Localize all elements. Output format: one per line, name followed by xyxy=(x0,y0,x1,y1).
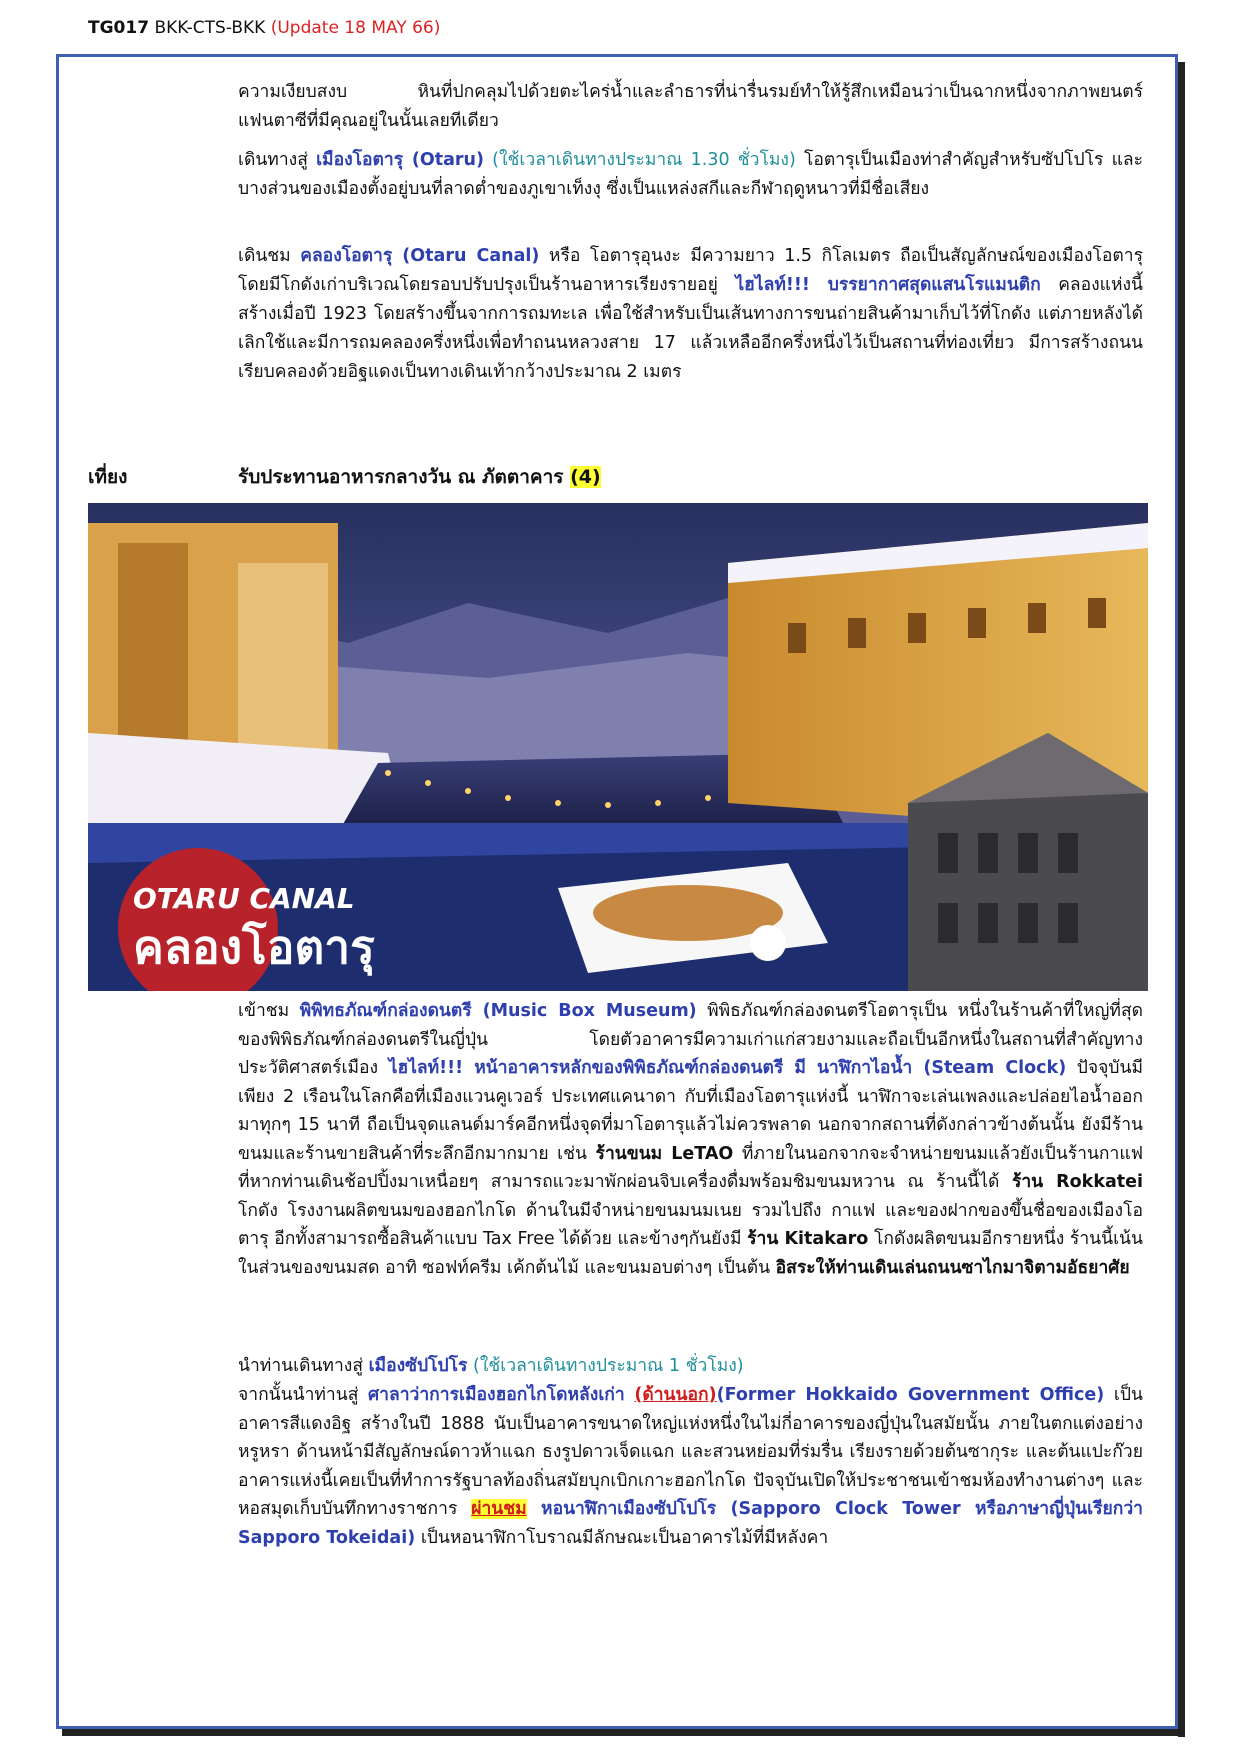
paragraph-music-box xyxy=(238,997,1143,1282)
otaru-description: โอตารุเป็นเมืองท่าสำคัญสำหรับซัปโปโร และบางส่วนของเมืองตั้งอยู่บนที่ลาดต่ำของภูเขาเท็งงุ ซึ่งเป็นแหล่งสกีและกีฬาฤดูหนาวที่มีชื่อเสียง xyxy=(238,150,1143,199)
museum-lead: เข้าชม xyxy=(238,1001,300,1021)
canal-highlight: ไฮไลท์!!! บรรยากาศสุดแสนโรแมนติก xyxy=(735,275,1041,295)
intro-text: ความเงียบสงบ หินที่ปกคลุมไปด้วยตะไคร่น้ำและลำธารที่น่ารื่นรมย์ทำให้รู้สึกเหมือนว่าเป็นฉากหนึ่งจากภาพยนตร์แฟนตาซีที่มีคุณอยู่ในนั้นเลยทีเดียว xyxy=(238,82,1143,131)
document-header xyxy=(88,18,440,38)
otaru-canal-illustration xyxy=(88,503,1148,991)
canal-lead: เดินชม xyxy=(238,246,301,266)
canal-place: คลองโอตารุ (Otaru Canal) xyxy=(300,246,540,266)
clock-tower-description: เป็นหอนาฬิกาโบราณมีลักษณะเป็นอาคารไม้ที่มีหลังคา xyxy=(415,1527,829,1548)
update-date: (Update 18 MAY 66) xyxy=(270,18,441,38)
meal-label: เที่ยง xyxy=(88,466,128,488)
shop-letao: ร้านขนม LeTAO xyxy=(595,1143,734,1164)
route: BKK-CTS-BKK xyxy=(154,18,266,38)
shop-kitakaro: ร้าน Kitakaro xyxy=(747,1229,869,1249)
free-time: อิสระให้ท่านเดินเล่นถนนซาไกมาจิตามอัธยาศัย xyxy=(775,1257,1130,1278)
sapporo-travel-time: (ใช้เวลาเดินทางประมาณ 1 ชั่วโมง) xyxy=(467,1356,744,1376)
paragraph-canal xyxy=(238,242,1143,387)
shop-rokkatei: ร้าน Rokkatei xyxy=(1011,1172,1143,1192)
left-hotel xyxy=(238,563,328,753)
pass-by-note: ผ่านชม xyxy=(471,1499,527,1519)
outside-only-note: (ด้านนอก) xyxy=(634,1385,717,1405)
museum-place: พิพิทธภัณฑ์กล่องดนตรี (Music Box Museum) xyxy=(299,1001,697,1021)
paragraph-to-sapporo xyxy=(238,1352,1143,1381)
letao-description: ที่ภายในนอกจากจะจำหน่ายขนมแล้วยังเป็นร้านกาแฟ ที่หากท่านเดินช้อปปิ้งมาเหนื่อยๆ สามารถแวะมาพักผ่อนจิบเครื่องดื่มพร้อมชิมขนมหวาน ณ ร้านนี้ได้ xyxy=(238,1143,1144,1192)
meal-text xyxy=(238,462,601,492)
meal-number-badge: (4) xyxy=(570,466,601,488)
lunch-description: รับประทานอาหารกลางวัน ณ ภัตตาคาร xyxy=(238,466,564,488)
office-place: ศาลาว่าการเมืองฮอกไกโดหลังเก่า xyxy=(368,1385,625,1405)
museum-description: พิพิธภัณฑ์กล่องดนตรีโอตารุเป็น หนึ่งในร้านค้าที่ใหญ่ที่สุดของพิพิธภัณฑ์กล่องดนตรีในญี่ปุ่น โดยตัวอาคารมีความเก่าแก่สวยงามและถือเป็นอีกหนึ่งในสถานที่สำคัญทางประวัติศาสตร์เมือง xyxy=(238,1001,1143,1078)
title-en: OTARU CANAL xyxy=(133,882,355,915)
kitakaro-description: โกดังผลิตขนมอีกรายหนึ่ง ร้านนี้เน้นในส่วนของขนมสด อาทิ ซอฟท์ครีม เค้กต้นไม้ และขนมอบต่างๆ เป็นต้น xyxy=(238,1229,1143,1278)
office-english-name: (Former Hokkaido Government Office) xyxy=(716,1385,1105,1405)
otaru-canal-photo xyxy=(88,503,1148,991)
rokkatei-description: โกดัง โรงงานผลิตขนมของฮอกไกโด ด้านในมีจำหน่ายขนมนมเนย รวมไปถึง กาแฟ และของฝากของขึ้นชื่อของเมืองโอตารุ อีกทั้งสามารถซื้อสินค้าแบบ Tax Free ได้ด้วย และข้างๆกันยังมี xyxy=(238,1200,1143,1249)
otaru-travel-time: (ใช้เวลาเดินทางประมาณ 1.30 ชั่วโมง) xyxy=(483,150,796,170)
canal-description: หรือ โอตารุอุนงะ มีความยาว 1.5 กิโลเมตร ถือเป็นสัญลักษณ์ของเมืองโอตารุ โดยมีโกดังเก่าบริเวณโดยรอบปรับปรุงเป็นร้านอาหารเรียงรายอยู่ xyxy=(238,246,1143,295)
office-description: เป็นอาคารสีแดงอิฐ สร้างในปี 1888 นับเป็นอาคารขนาดใหญ่แห่งหนึ่งในไม่กี่อาคารของญี่ปุ่นในสมัยนั้น ภายในตกแต่งอย่างหรูหรา ด้านหน้ามีสัญลักษณ์ดาวห้าแฉก ธงรูปดาวเจ็ดแฉก และสวนหย่อมที่ร่มรื่น เรียงรายด้วยต้นซากุระ และต้นแปะก๊วย อาคารแห่งนี้เคยเป็นที่ทำการรัฐบาลท้องถิ่นสมัยบุกเบิกเกาะฮอกไกโด ปัจจุบันเปิดให้ประชาชนเข้าชมห้องทำงานต่างๆ และหอสมุดเก็บบันทึกทางราชการ xyxy=(238,1385,1143,1519)
title-th: คลองโอตารุ xyxy=(133,920,375,974)
otaru-lead: เดินทางสู่ xyxy=(238,150,317,170)
steam-clock-description: ปัจจุบันมีเพียง 2 เรือนในโลกคือที่เมืองแวนคูเวอร์ ประเทศแคนาดา กับที่เมืองโอตารุแห่งนี้ นาฬิกาจะเล่นเพลงและปล่อยไอน้ำออกมาทุกๆ 15 นาที ถือเป็นจุดแลนด์มาร์คอีกหนึ่งจุดที่มาโอตารุแล้วไม่ควรพลาด นอกจากสถานที่ดังกล่าวข้างต้นนั้น ยังมีร้านขนมและร้านขายสินค้าที่ระลึกอีกมากมาย เช่น xyxy=(238,1058,1144,1164)
museum-highlight: ไฮไลท์!!! หน้าอาคารหลักของพิพิธภัณฑ์กล่องดนตรี มี นาฬิกาไอน้ำ (Steam Clock) xyxy=(388,1058,1067,1078)
canal-history: คลองแห่งนี้สร้างเมื่อปี 1923 โดยสร้างขึ้นจากการถมทะเล เพื่อใช้สำหรับเป็นเส้นทางการขนถ่ายสินค้ามาเก็บไว้ที่โกดัง แต่ภายหลังได้เลิกใช้และมีการถมคลองครึ่งหนึ่งเพื่อทำถนนหลวงสาย 17 แล้วเหลืออีกครึ่งหนึ่งไว้เป็นสถานที่ท่องเที่ยว มีการสร้างถนนเรียบคลองด้วยอิฐแดงเป็นทางเดินเท้ากว้างประมาณ 2 เมตร xyxy=(238,275,1144,382)
paragraph-otaru xyxy=(238,146,1143,204)
sapporo-place: เมืองซัปโปโร xyxy=(368,1356,468,1376)
office-lead: จากนั้นนำท่านสู่ xyxy=(238,1385,369,1405)
paragraph-government-office xyxy=(238,1381,1143,1552)
otaru-place: เมืองโอตารุ (Otaru) xyxy=(316,150,484,170)
clock-tower-place: หอนาฬิกาเมืองซัปโปโร (Sapporo Clock Tower หรือภาษาญี่ปุ่นเรียกว่า Sapporo Tokeidai) xyxy=(238,1499,1143,1548)
tour-code: TG017 xyxy=(88,18,150,38)
frame-shadow-bottom xyxy=(62,1729,1185,1736)
left-tower xyxy=(118,543,188,753)
sapporo-lead: นำท่านเดินทางสู่ xyxy=(238,1356,369,1376)
frame-shadow-right xyxy=(1178,62,1185,1737)
grated-radish xyxy=(750,925,786,961)
paragraph-intro xyxy=(238,78,1143,136)
